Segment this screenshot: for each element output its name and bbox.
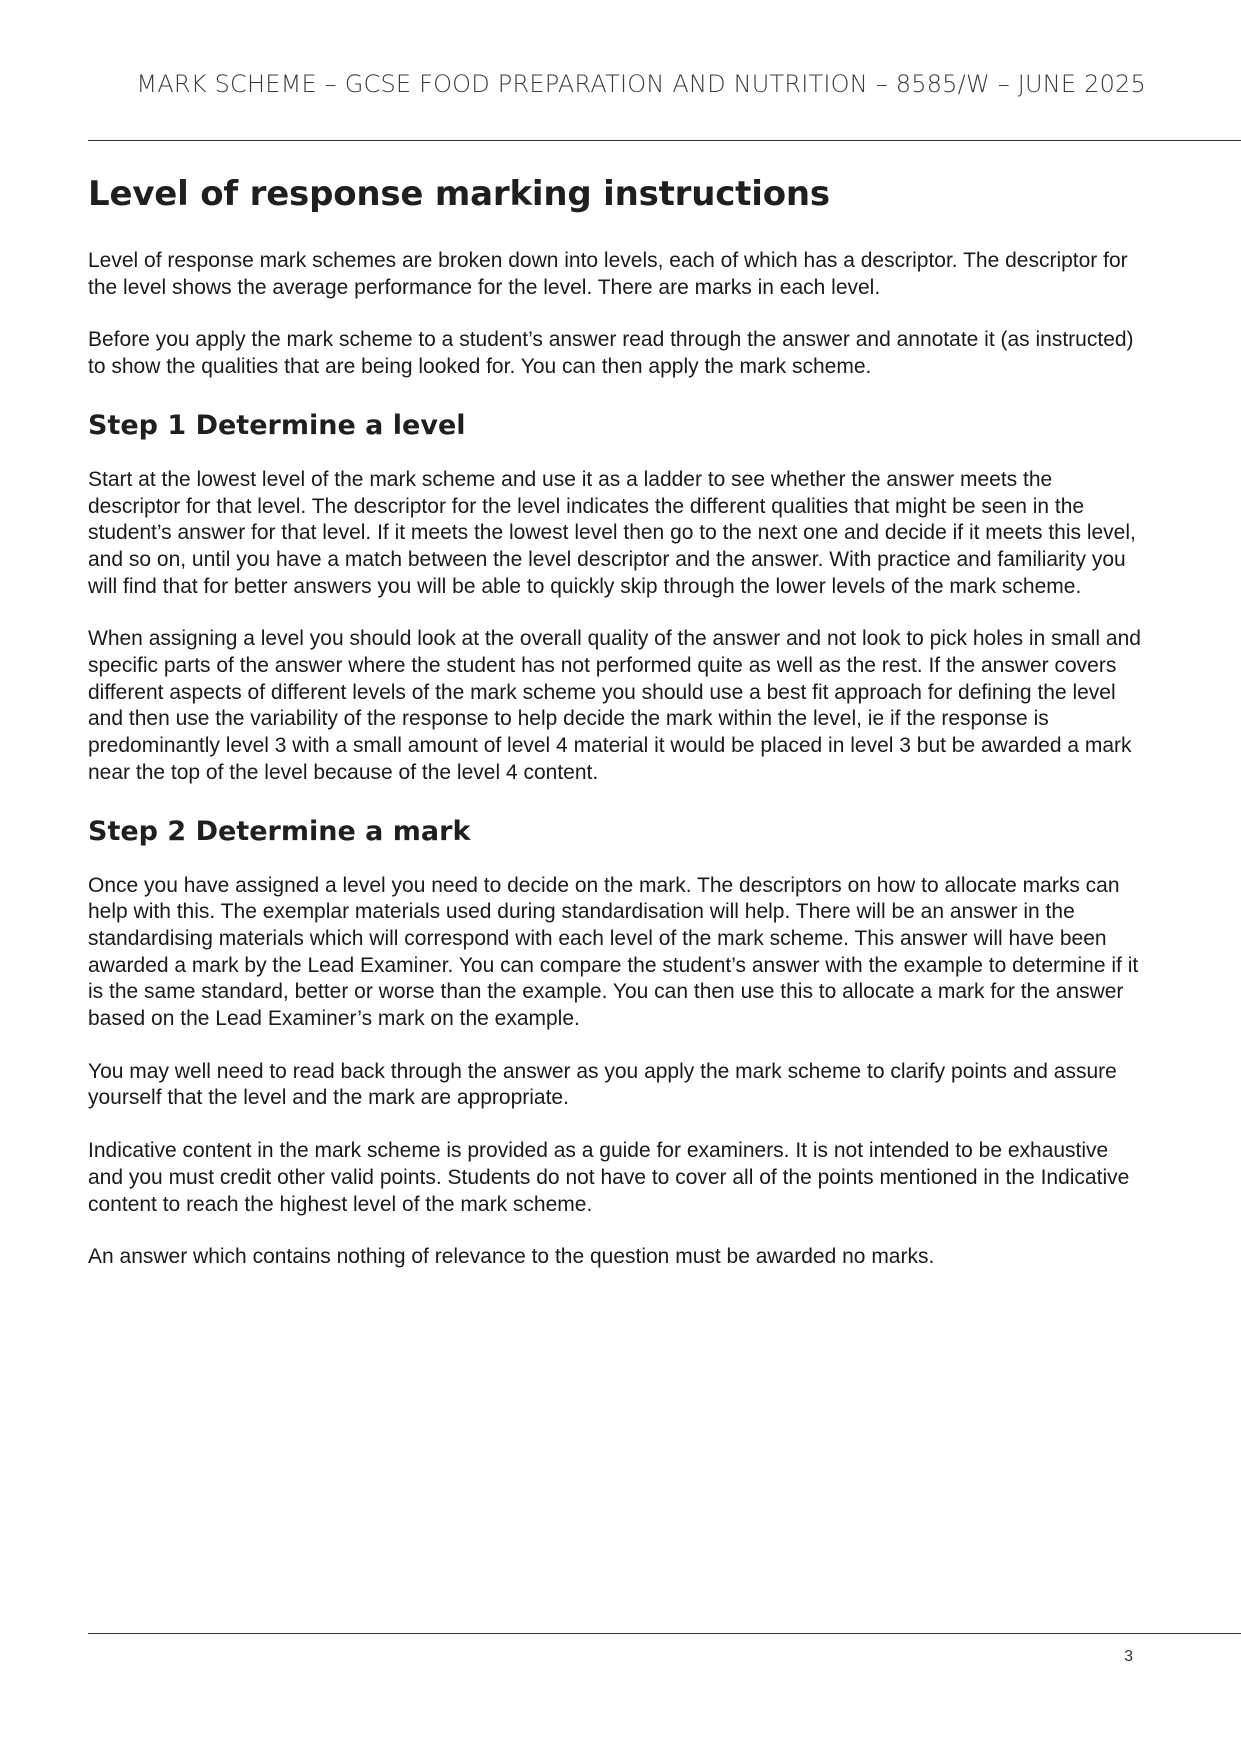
step1-paragraph: Start at the lowest level of the mark scheme and use it as a ladder to see whether the answer meets the descriptor for that level. The descriptor for the level indicates the different qualities that might be seen in the student’s answer for that level. If it meets the lowest level then go to the next one and decide if it meets this level, and so on, until you have a match between the level descriptor and the answer. With practice and familiarity you will find that for better answers you will be able to quickly skip through the lower levels of the mark scheme. [88,467,1136,598]
page-title: Level of response marking instructions [88,174,830,214]
step2-paragraph: Once you have assigned a level you need to decide on the mark. The descriptors on how to allocate marks can help with this. The exemplar materials used during standardisation will help. There will be an answer in the standardising materials which will correspond with each level of the mark scheme. This answer will have been awarded a mark by the Lead Examiner. You can compare the student’s answer with the example to determine if it is the same standard, better or worse than the example. You can then use this to allocate a mark for the answer based on the Lead Examiner’s mark on the example. [88,873,1139,1031]
page-number: 3 [1124,1648,1133,1665]
step2-paragraph: You may well need to read back through the answer as you apply the mark scheme to clarify points and assure yourself that the level and the mark are appropriate. [88,1059,1117,1110]
step1-paragraph: When assigning a level you should look at the overall quality of the answer and not look to pick holes in small and specific parts of the answer where the student has not performed quite as well as the rest. If the answer covers different aspects of different levels of the mark scheme you should use a best fit approach for defining the level and then use the variability of the response to help decide the mark within the level, ie if the response is predominantly level 3 with a small amount of level 4 material it would be placed in level 3 but be awarded a mark near the top of the level because of the level 4 content. [88,627,1141,784]
step2-heading: Step 2 Determine a mark [88,815,471,847]
header-divider [88,140,1241,141]
intro-paragraph: Before you apply the mark scheme to a student’s answer read through the answer and annotate it (as instructed) to show the qualities that are being looked for. You can then apply the mark scheme. [88,328,1134,379]
running-header: MARK SCHEME – GCSE FOOD PREPARATION AND NUTRITION – 8585/W – JUNE 2025 [136,70,1146,98]
page-content [88,168,1148,1297]
step1-heading: Step 1 Determine a level [88,409,466,441]
step2-paragraph: Indicative content in the mark scheme is provided as a guide for examiners. It is not intended to be exhaustive and you must credit other valid points. Students do not have to cover all of the points mentioned in the Indicative content to reach the highest level of the mark scheme. [88,1139,1130,1216]
step2-paragraph: An answer which contains nothing of relevance to the question must be awarded no marks. [88,1245,935,1269]
footer-divider [88,1633,1241,1634]
intro-paragraph: Level of response mark schemes are broken down into levels, each of which has a descriptor. The descriptor for the level shows the average performance for the level. There are marks in each level. [88,249,1128,299]
